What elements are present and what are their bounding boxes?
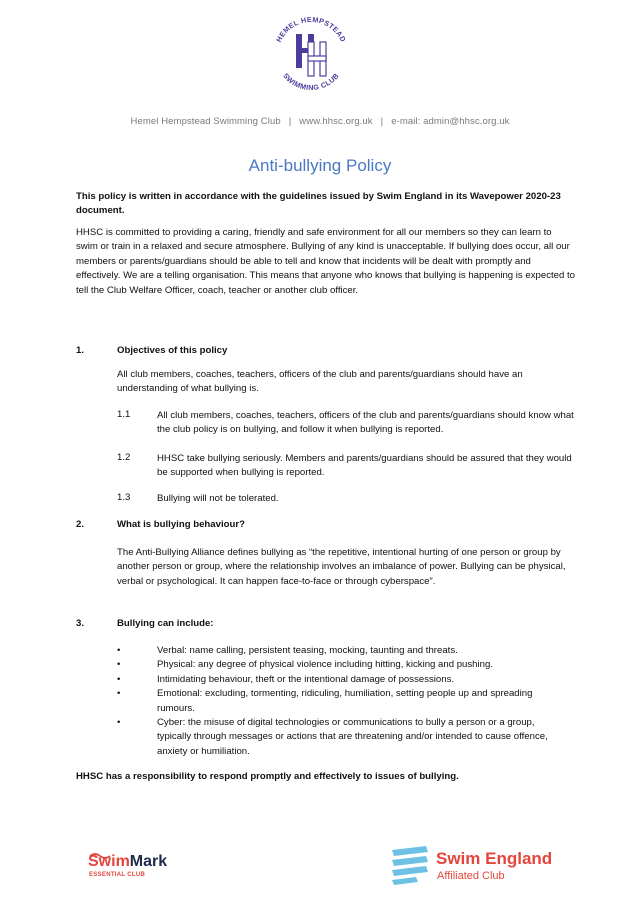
item-number: 1.1 [117, 409, 131, 420]
section-body: The Anti-Bullying Alliance defines bullying as “the repetitive, intentional hurting of one person or group by another person or group, where the relationship involves an imbalance of power. Bullying can be physical, verbal or psychological. It can happen face-to-face or through cyberspace”. [117, 547, 566, 587]
email-link[interactable]: e-mail: admin@hhsc.org.uk [391, 116, 510, 127]
list-item [117, 658, 557, 672]
swim-england-subtitle: Affiliated Club [437, 870, 505, 882]
bullet-icon: • [117, 659, 121, 671]
item-text: HHSC take bullying seriously. Members and parents/guardians should be assured that they would be supported when bullying is reported. [157, 453, 572, 479]
bullet-icon: • [117, 645, 121, 656]
bullet-list [117, 644, 557, 759]
website-link[interactable]: www.hhsc.org.uk [299, 116, 373, 127]
separator: | [380, 116, 384, 127]
section-number: 2. [76, 519, 85, 530]
bullet-text: Cyber: the misuse of digital technologies or communications to bully a person or a group, typically through messages or actions that are threatening and/or intended to cause offence, anxiety or humiliation. [157, 717, 548, 757]
swimmark-logo [88, 842, 218, 882]
list-item [117, 687, 557, 716]
club-name: Hemel Hempstead Swimming Club [130, 116, 281, 127]
swimmark-part1: Swim [88, 853, 130, 870]
section-number: 1. [76, 345, 85, 356]
intro-paragraph: HHSC is committed to providing a caring, friendly and safe environment for all our members so they can learn to swim or train in a relaxed and secure atmosphere. Bullying of any kind is unacceptable. If bullying does occur, all our members or parents/guardians should be able to tell and know that incidents will be dealt with promptly and effectively. We are a telling organisation. This means that anyone who knows that bullying is happening is expected to tell the Club Welfare Officer, coach, teacher or another club officer. [76, 227, 575, 296]
list-item [117, 644, 557, 658]
section-heading: What is bullying behaviour? [117, 519, 245, 530]
closing-statement: HHSC has a responsibility to respond promptly and effectively to issues of bullying. [76, 771, 459, 782]
swim-england-waves-icon [392, 846, 428, 885]
svg-text:SwimMark [88, 853, 167, 870]
section-number: 3. [76, 618, 85, 629]
bullet-text: Emotional: excluding, tormenting, ridiculing, humiliation, setting people up and spreading rumours. [157, 688, 533, 714]
bullet-text: Intimidating behaviour, theft or the intentional damage of possessions. [157, 673, 455, 685]
bullet-text: Verbal: name calling, persistent teasing, mocking, taunting and threats. [157, 645, 458, 656]
list-item [117, 673, 557, 687]
bullet-icon: • [117, 717, 121, 729]
item-text: All club members, coaches, teachers, officers of the club and parents/guardians should know what the club policy is on bullying, and follow it when bullying is reported. [157, 410, 574, 436]
bullet-text: Physical: any degree of physical violence including hitting, kicking and pushing. [157, 659, 493, 671]
contact-line [0, 116, 640, 127]
bullet-icon: • [117, 673, 121, 685]
list-item [117, 716, 557, 759]
page-title: Anti-bullying Policy [248, 156, 392, 175]
swim-england-title: Swim England [436, 849, 553, 868]
swimmark-part2: Mark [129, 853, 168, 870]
separator: | [288, 116, 292, 127]
section-heading: Objectives of this policy [117, 345, 228, 356]
logo-monogram [296, 34, 326, 76]
bullet-icon: • [117, 688, 121, 700]
intro-statement: This policy is written in accordance with the guidelines issued by Swim England in its Wavepower 2020-23 document. [76, 191, 561, 217]
swim-england-logo [390, 842, 570, 886]
swimmark-subtitle: ESSENTIAL CLUB [89, 872, 146, 878]
section-body: All club members, coaches, teachers, officers of the club and parents/guardians should have an understanding of what bullying is. [117, 369, 523, 395]
item-text: Bullying will not be tolerated. [157, 493, 279, 504]
logo-text-top: HEMEL HEMPSTEAD [274, 14, 348, 44]
section-heading: Bullying can include: [117, 618, 214, 629]
item-number: 1.2 [117, 452, 131, 463]
logo-text-bottom: SWIMMING CLUB [281, 71, 341, 93]
club-logo [268, 12, 354, 98]
item-number: 1.3 [117, 492, 131, 503]
